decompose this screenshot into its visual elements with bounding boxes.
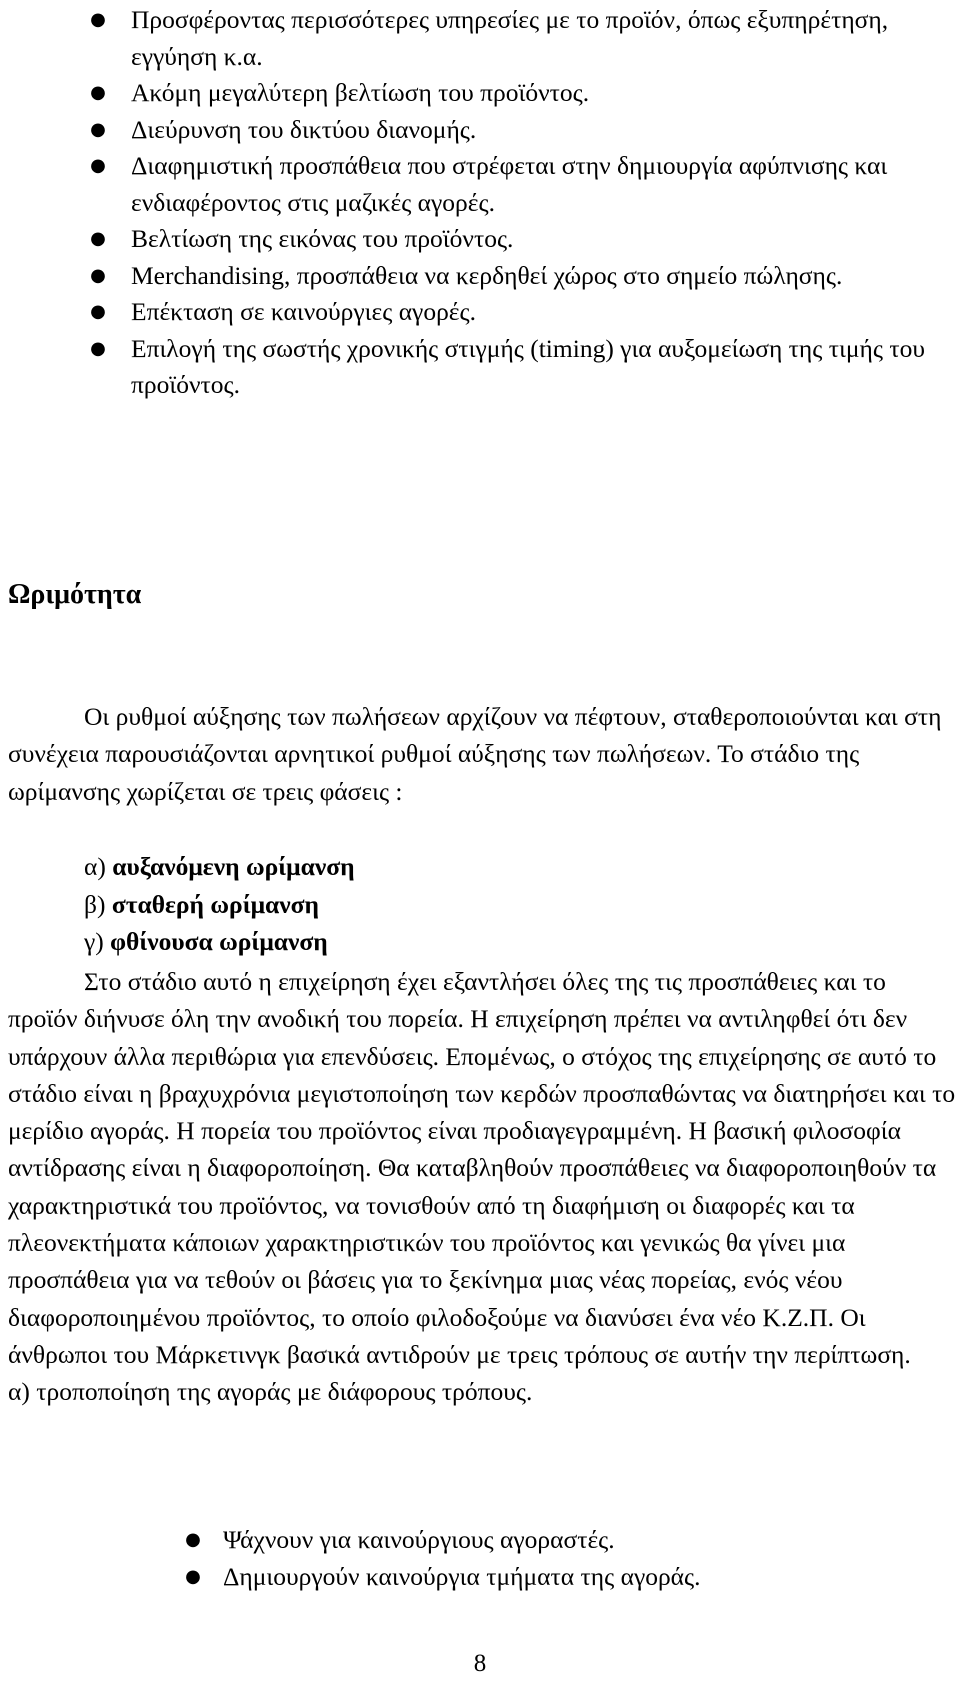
bullet-text: Προσφέροντας περισσότερες υπηρεσίες με το προϊόν, όπως εξυπηρέτηση, εγγύηση κ.α. [131,5,889,71]
phase-label: σταθερή ωρίμανση [111,889,320,919]
maturity-phases-list [84,848,355,961]
option-line: α) τροποποίηση της αγοράς με διάφορους τρόπους. [8,1377,533,1407]
phase-prefix: α) [84,852,113,881]
sub-bullet-item [183,1558,701,1595]
bullet-icon: ● [185,1566,201,1587]
bullet-item [88,148,956,221]
phase-prefix: β) [84,889,112,919]
bullet-icon: ● [90,264,106,286]
bullet-icon: ● [90,337,106,359]
bullet-text: Βελτίωση της εικόνας του προϊόντος. [131,224,514,253]
bullet-text: Ακόμη μεγαλύτερη βελτίωση του προϊόντος. [131,78,590,107]
phase-item [84,886,355,924]
page-number: 8 [473,1650,487,1677]
phase-label: φθίνουσα ωρίμανση [110,927,328,956]
bullet-text: Διεύρυνση του δικτύου διανομής. [131,114,477,144]
bullet-text: Merchandising, προσπάθεια να κερδηθεί χώρος στο σημείο πώλησης. [131,260,843,290]
bullet-icon: ● [90,118,106,140]
bullet-item [88,75,956,112]
body-paragraph-text: Στο στάδιο αυτό η επιχείρηση έχει εξαντλήσει όλες της τις προσπάθειες και το προϊόν διήνυσε όλη την ανοδική του πορεία. Η επιχείρηση πρέπει να αντιληφθεί ότι δεν υπάρχουν άλλα περιθώρια για επενδύσεις. Επομένως, ο στόχος της επιχείρησης σε αυτό το στάδιο είναι η βραχυχρόνια μεγιστοποίηση των κερδών προσπαθώντας να διατηρήσει και το μερίδιο αγοράς. Η πορεία του προϊόντος είναι προδιαγεγραμμένη. Η βασική φιλοσοφία αντίδρασης είναι η διαφοροποίηση. Θα καταβληθούν προσπάθειες να διαφοροποιηθούν τα χαρακτηριστικά του προϊόντος, να τονισθούν από τη διαφήμιση οι διαφορές και τα πλεονεκτήματα κάποιων χαρακτηριστικών του προϊόντος και γενικώς θα γίνει μια προσπάθεια για να τεθούν οι βάσεις για το ξεκίνημα μιας νέας πορείας, ενός νέου διαφοροποιημένου προϊόντος, το οποίο φιλοδοξούμε να διανύσει ένα νέο Κ.Ζ.Π. Οι άνθρωποι του Μάρκετινγκ βασικά αντιδρούν με τρεις τρόπους σε αυτήν την περίπτωση. [8,967,956,1369]
bullet-icon: ● [90,82,106,103]
body-paragraph [8,963,956,1411]
bullet-item [88,331,956,404]
sub-bullet-list [183,1521,701,1595]
bullet-text: Διαφημιστική προσπάθεια που στρέφεται στην δημιουργία αφύπνισης και ενδιαφέροντος στις μαζικές αγορές. [131,151,888,217]
bullet-icon: ● [185,1529,201,1550]
intro-paragraph [8,698,956,810]
bullet-icon: ● [90,155,106,176]
sub-bullet-item [183,1521,701,1558]
bullet-icon: ● [90,301,106,322]
sub-bullet-text: Δημιουργούν καινούργια τμήματα της αγοράς. [223,1562,701,1591]
strategy-bullet-list [88,2,956,404]
section-heading: Ωριμότητα [8,579,142,610]
bullet-text: Επιλογή της σωστής χρονικής στιγμής (timing) για αυξομείωση της τιμής του προϊόντος. [131,333,925,399]
bullet-item [88,258,956,295]
phase-item [84,923,355,961]
phase-prefix: γ) [84,927,111,956]
intro-paragraph-text: Οι ρυθμοί αύξησης των πωλήσεων αρχίζουν να πέφτουν, σταθεροποιούνται και στη συνέχεια παρουσιάζονται αρνητικοί ρυθμοί αύξησης των πωλήσεων. Το στάδιο της ωρίμανσης χωρίζεται σε τρεις φάσεις : [8,702,942,806]
bullet-text: Επέκταση σε καινούργιες αγορές. [131,297,476,326]
bullet-item [88,221,956,258]
phase-item [84,848,355,886]
sub-bullet-text: Ψάχνουν για καινούργιους αγοραστές. [223,1525,615,1554]
bullet-icon: ● [90,228,106,249]
bullet-item [88,2,956,75]
bullet-item [88,294,956,331]
bullet-item [88,112,956,149]
phase-label: αυξανόμενη ωρίμανση [112,852,355,881]
bullet-icon: ● [90,9,106,30]
